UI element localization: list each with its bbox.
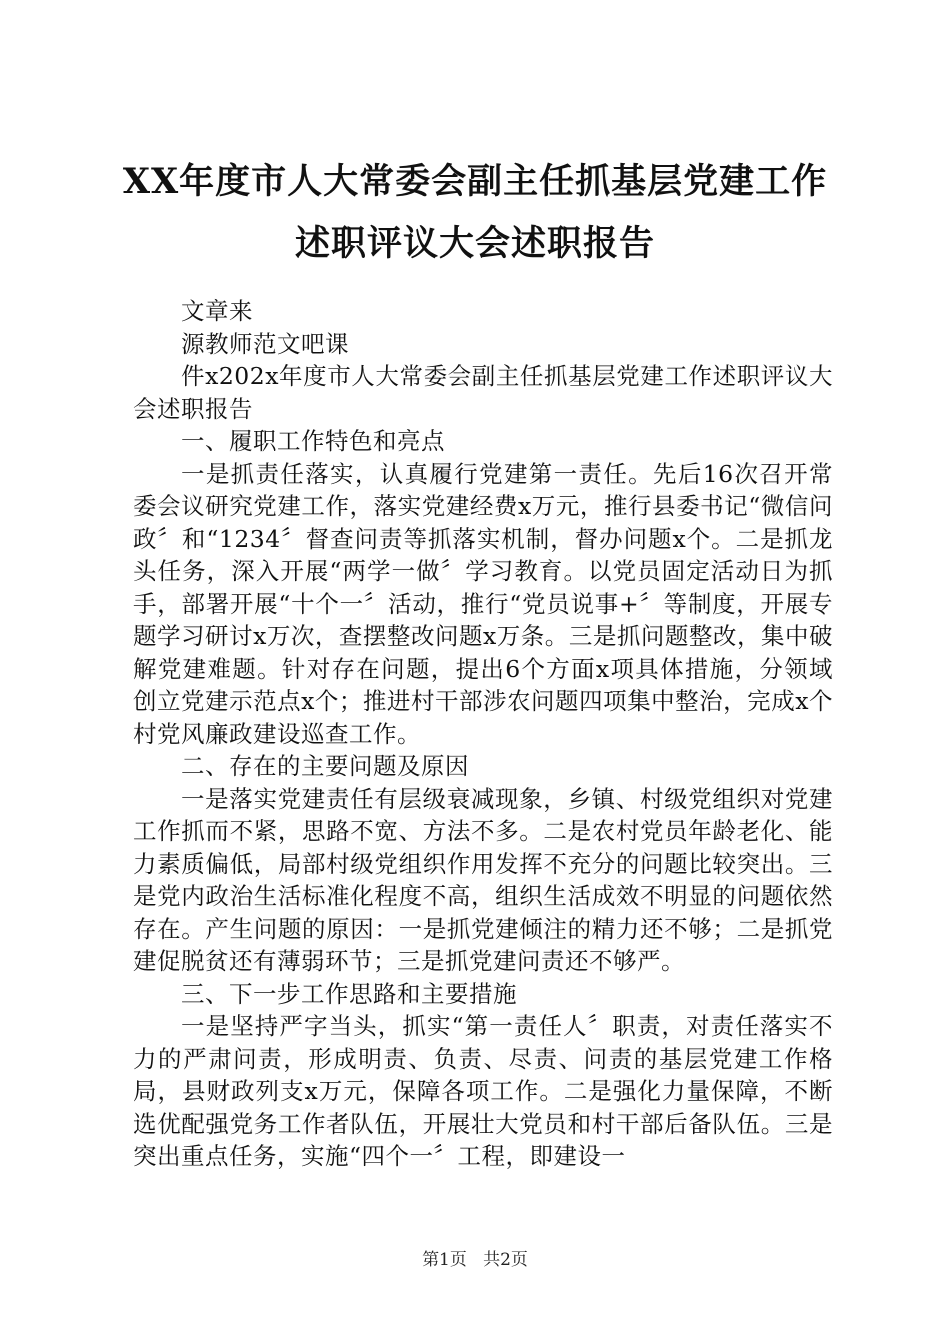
body-paragraph: 文章来 (181, 297, 253, 325)
document-body (133, 295, 833, 1173)
body-paragraph: 件x202x年度市人大常委会副主任抓基层党建工作述职评议大会述职报告 (133, 362, 833, 423)
document-title-line-1: XX年度市人大常委会副主任抓基层党建工作 (122, 161, 828, 202)
page-number: 第1页 (422, 1250, 467, 1270)
body-paragraph: 一是坚持严字当头，抓实“第一责任人〞职责，对责任落实不力的严肃问责，形成明责、负责、尽责、问责的基层党建工作格局，县财政列支x万元，保障各项工作。二是强化力量保障，不断选优配强党务工作者队伍，开展壮大党员和村干部后备队伍。三是突出重点任务，实施“四个一〞工程，即建设一 (133, 1012, 833, 1170)
body-paragraph: 一是抓责任落实，认真履行党建第一责任。先后16次召开常委会议研究党建工作，落实党建经费x万元，推行县委书记“微信问政〞和“1234〞督查问责等抓落实机制，督办问题x个。二是抓龙头任务，深入开展“两学一做〞学习教育。以党员固定活动日为抓手，部署开展“十个一〞活动，推行“党员说事+〞等制度，开展专题学习研讨x万次，查摆整改问题x万条。三是抓问题整改，集中破解党建难题。针对存在问题，提出6个方面x项具体措施，分领域创立党建示范点x个；推进村干部涉农问题四项集中整治，完成x个村党风廉政建设巡查工作。 (133, 459, 833, 748)
section-heading: 一、履职工作特色和亮点 (181, 427, 445, 455)
document-title-line-2: 述职评议大会述职报告 (294, 223, 655, 264)
body-paragraph: 源教师范文吧课 (181, 329, 349, 358)
body-paragraph: 一是落实党建责任有层级衰减现象，乡镇、村级党组织对党建工作抓而不紧，思路不宽、方法不多。二是农村党员年龄老化、能力素质偏低，局部村级党组织作用发挥不充分的问题比较突出。三是党内政治生活标准化程度不高，组织生活成效不明显的问题依然存在。产生问题的原因：一是抓党建倾注的精力还不够；二是抓党建促脱贫还有薄弱环节；三是抓党建问责还不够严。 (133, 784, 833, 975)
page-footer (0, 1245, 950, 1270)
section-heading: 三、下一步工作思路和主要措施 (181, 979, 517, 1008)
section-heading: 二、存在的主要问题及原因 (181, 752, 469, 780)
page-total: 共2页 (483, 1250, 528, 1270)
